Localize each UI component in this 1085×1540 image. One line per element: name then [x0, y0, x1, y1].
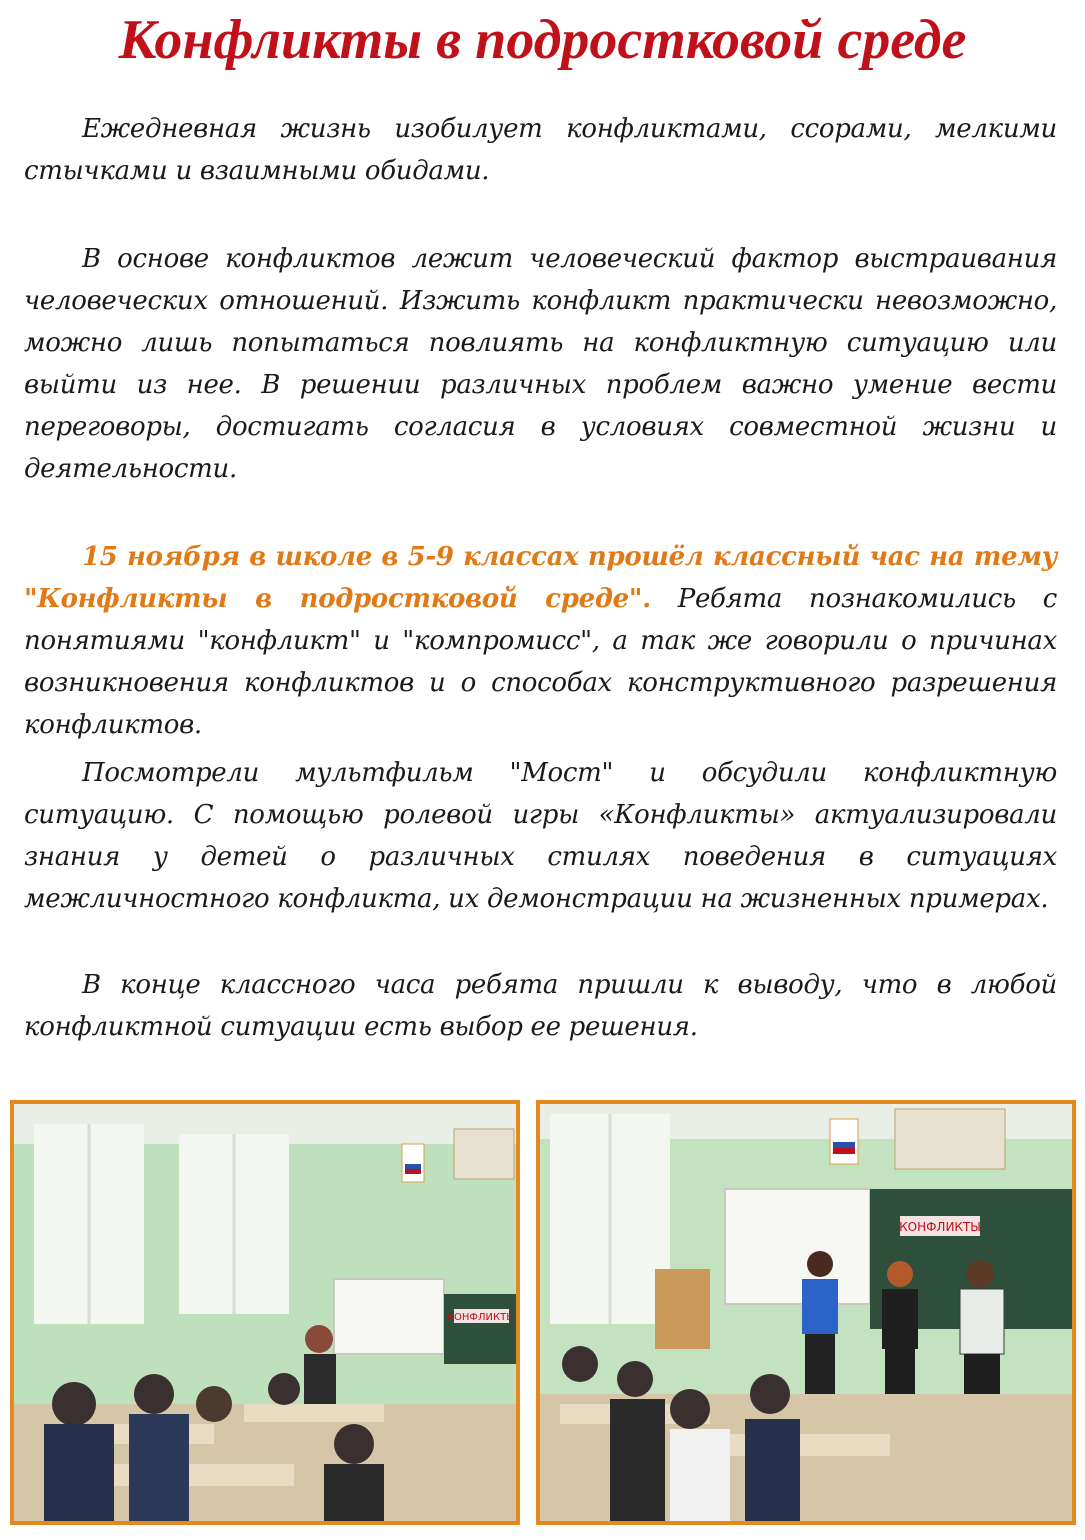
classroom-photo-right: [536, 1100, 1076, 1525]
classroom-photo-right-image: [540, 1104, 1072, 1521]
right-board-sign: КОНФЛИКТЫ: [899, 1220, 981, 1234]
paragraph-conclusion: В конце классного часа ребята пришли к выводу, что в любой конфликтной ситуации есть выбор ее решения.: [24, 970, 1057, 1042]
event-description: Ребята познакомились с понятиями "конфликт" и "компромисс", а так же говорили о причинах возникновения конфликтов и о способах конструктивного разрешения конфликтов.: [24, 584, 1058, 740]
classroom-photo-left-image: [14, 1104, 516, 1521]
paragraph-activities: Посмотрели мультфильм "Мост" и обсудили конфликтную ситуацию. С помощью ролевой игры «Конфликты» актуализировали знания у детей о различных стилях поведения в ситуациях межличностного конфликта, их демонстрации на жизненных примерах.: [24, 758, 1057, 914]
event-highlight: 15 ноября в школе в 5-9 классах прошёл классный час на тему "Конфликты в подростковой среде".: [24, 542, 1057, 614]
page-title: Конфликты в подростковой среде: [118, 9, 967, 71]
paragraph-basis: В основе конфликтов лежит человеческий фактор выстраивания человеческих отношений. Изжить конфликт практически невозможно, можно лишь попытаться повлиять на конфликтную ситуацию или выйти из нее. В решении различных проблем важно умение вести переговоры, достигать согласия в условиях совместной жизни и деятельности.: [24, 244, 1057, 484]
paragraph-event: [24, 536, 1057, 746]
paragraph-intro: Ежедневная жизнь изобилует конфликтами, ссорами, мелкими стычками и взаимными обидами.: [24, 114, 1057, 186]
left-board-sign: КОНФЛИКТЫ: [446, 1312, 516, 1323]
classroom-photo-left: [10, 1100, 520, 1525]
